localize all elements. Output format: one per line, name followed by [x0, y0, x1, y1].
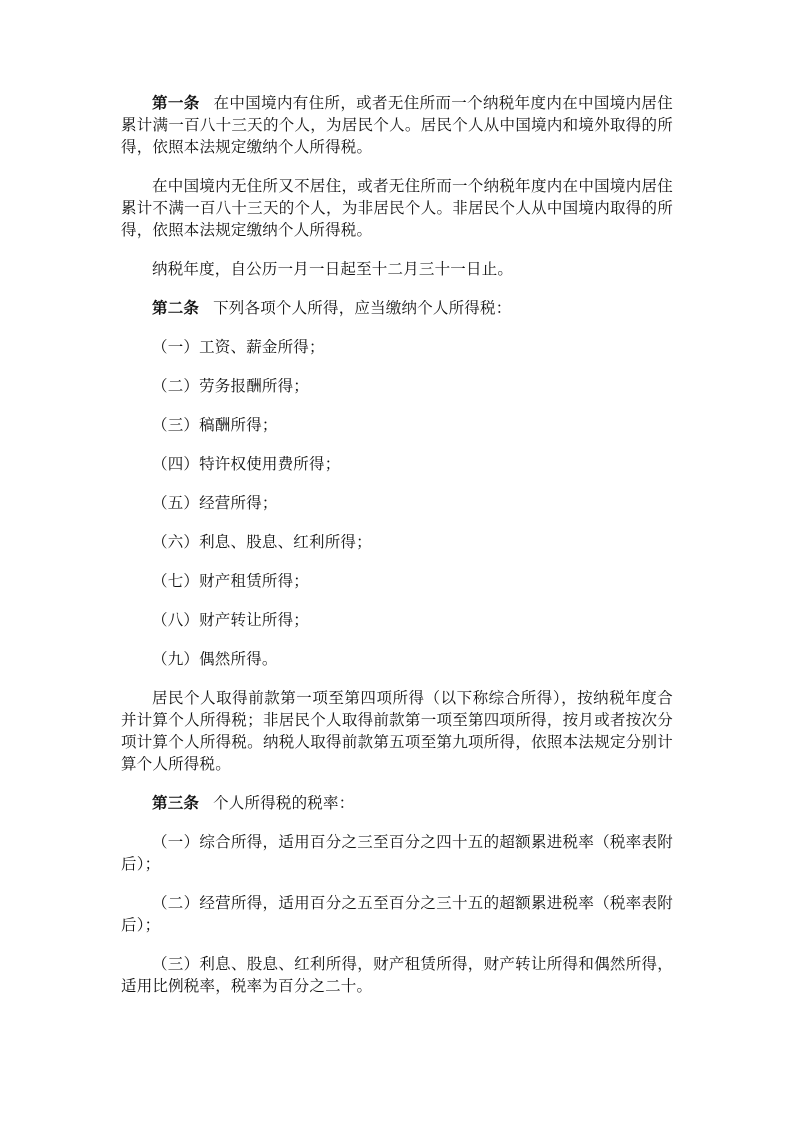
article-2-item-8: （八）财产转让所得； [152, 611, 310, 629]
document-body [121, 92, 673, 1014]
article-2-intro [121, 297, 673, 319]
article-1-text-1: 在中国境内有住所，或者无住所而一个纳税年度内在中国境内居住累计满一百八十三天的个人，为居民个人。居民个人从中国境内和境外取得的所得，依照本法规定缴纳个人所得税。 [121, 94, 673, 156]
article-3-intro-text: 个人所得税的税率： [213, 794, 355, 812]
article-3-intro [121, 792, 673, 814]
article-2-item-3: （三）稿酬所得； [152, 416, 278, 434]
article-2-intro-text: 下列各项个人所得，应当缴纳个人所得税： [213, 299, 512, 317]
article-2-item-9: （九）偶然所得。 [152, 650, 278, 668]
article-2-item-4: （四）特许权使用费所得； [152, 455, 341, 473]
article-2-closing: 居民个人取得前款第一项至第四项所得（以下称综合所得），按纳税年度合并计算个人所得税；非居民个人取得前款第一项至第四项所得，按月或者按次分项计算个人所得税。纳税人取得前款第五项至第九项所得，依照本法规定分别计算个人所得税。 [121, 689, 673, 773]
article-3-label: 第三条 [152, 793, 200, 812]
article-2-label: 第二条 [152, 298, 200, 317]
article-2-item-2: （二）劳务报酬所得； [152, 377, 310, 395]
article-3-item-1: （一）综合所得，适用百分之三至百分之四十五的超额累进税率（税率表附后）； [121, 833, 673, 873]
article-1-label: 第一条 [152, 93, 200, 112]
article-1-paragraph-3: 纳税年度，自公历一月一日起至十二月三十一日止。 [152, 260, 514, 278]
article-3-item-2: （二）经营所得，适用百分之五至百分之三十五的超额累进税率（税率表附后）； [121, 894, 673, 934]
article-1-paragraph-1 [121, 92, 673, 158]
article-2-item-5: （五）经营所得； [152, 494, 278, 512]
article-3-item-3: （三）利息、股息、红利所得，财产租赁所得，财产转让所得和偶然所得，适用比例税率，税率为百分之二十。 [121, 955, 673, 995]
article-2-item-1: （一）工资、薪金所得； [152, 338, 325, 356]
article-1-paragraph-2: 在中国境内无住所又不居住，或者无住所而一个纳税年度内在中国境内居住累计不满一百八十三天的个人，为非居民个人。非居民个人从中国境内取得的所得，依照本法规定缴纳个人所得税。 [121, 177, 673, 239]
article-2-item-7: （七）财产租赁所得； [152, 572, 310, 590]
article-2-item-6: （六）利息、股息、红利所得； [152, 533, 372, 551]
